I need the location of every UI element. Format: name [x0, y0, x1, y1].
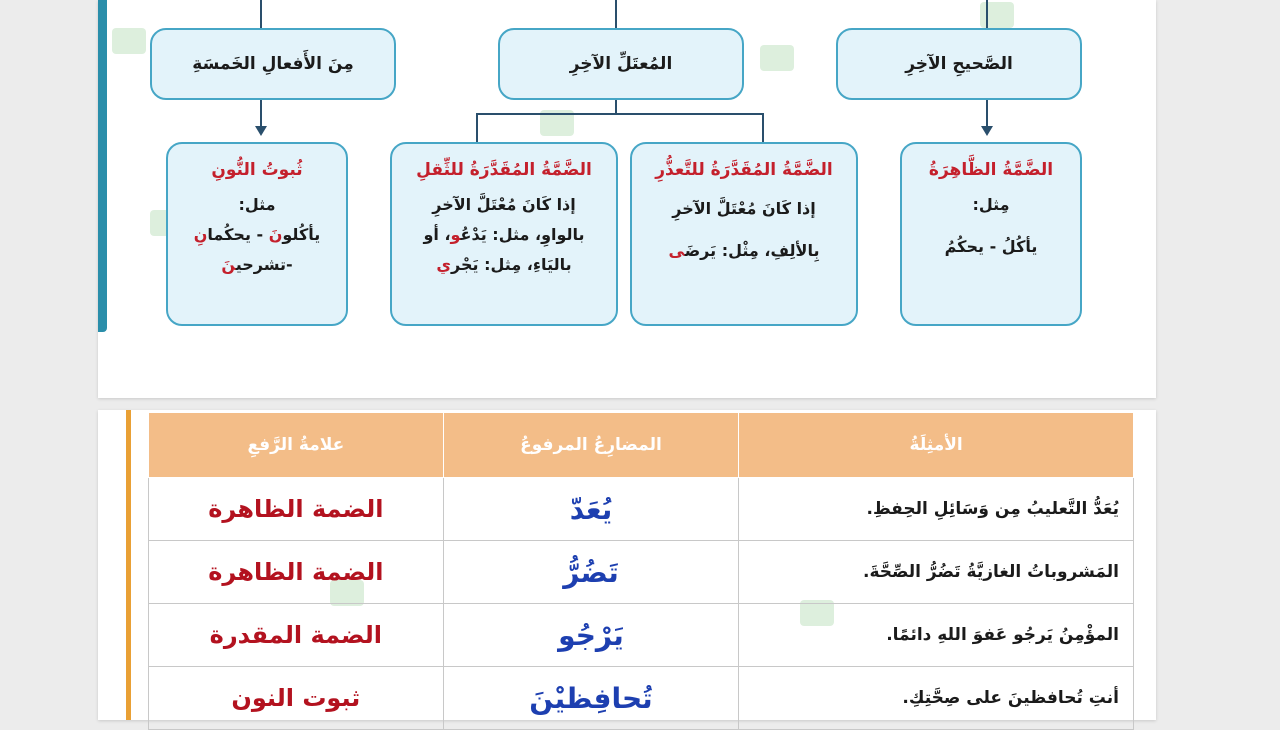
detail-text: مثل: [238, 195, 276, 214]
detail-title: الضَّمَّةُ المُقَدَّرَةُ للثِّقلِ [416, 160, 592, 180]
example-sentence: أنتِ تُحافظينَ على صِحَّتِكِ. [739, 667, 1134, 730]
detail-examples [168, 220, 346, 250]
detail-title: الضَّمَّةُ المُقَدَّرَةُ للتَّعذُّرِ [655, 160, 833, 180]
category-label: الصَّحيحِ الآخِرِ [905, 54, 1013, 74]
detail-text [392, 220, 616, 250]
detail-examples [902, 232, 1080, 262]
verb-cell: تَضُرُّ [443, 541, 739, 604]
example-word: يحكُما [207, 225, 251, 244]
highlight-letter: ي [436, 255, 452, 274]
category-label: المُعتَلِّ الآخِرِ [569, 54, 673, 74]
category-afal [150, 28, 396, 100]
detail-taazur [630, 142, 858, 326]
example-sentence: المؤْمِنُ يَرجُو عَفوَ اللهِ دائمًا. [739, 604, 1134, 667]
table-row [149, 604, 1134, 667]
detail-text [632, 236, 856, 266]
detail-text: مِثل: [972, 195, 1010, 214]
examples-table [148, 412, 1134, 730]
connector-line [986, 100, 988, 128]
connector-line [762, 113, 764, 143]
accent-bar [98, 0, 107, 332]
detail-thiql [390, 142, 618, 326]
category-mutal [498, 28, 744, 100]
example-word: -تشرحي [235, 255, 293, 274]
detail-text: إذا كَانَ مُعْتَلَّ الآخرِ [432, 195, 576, 214]
detail-zahira [900, 142, 1082, 326]
sign-cell: الضمة الظاهرة [149, 541, 444, 604]
separator: - [250, 225, 269, 244]
detail-examples [168, 250, 346, 280]
detail-text: إذا كَانَ مُعْتَلَّ الآخرِ [672, 199, 816, 218]
sign-cell: ثبوت النون [149, 667, 444, 730]
table-row [149, 667, 1134, 730]
watermark-icon [760, 45, 794, 71]
detail-title: ثُبوتُ النُّونِ [211, 160, 303, 180]
detail-title: الضَّمَّةُ الظَّاهِرَةُ [928, 160, 1054, 180]
highlight-letter: و [450, 225, 461, 244]
example-sentence: يُعَدُّ التَّعليبُ مِن وَسَائِلِ الحِفظِ. [739, 478, 1134, 541]
highlight-letter: نَ [221, 255, 236, 274]
category-sahih [836, 28, 1082, 100]
arrow-down-icon [981, 126, 993, 136]
connector-line [476, 113, 764, 115]
connector-line [986, 0, 988, 30]
example-sentence: المَشروباتُ الغازيَّةُ تَضُرُّ الصِّحَّةَ. [739, 541, 1134, 604]
sign-cell: الضمة المقدرة [149, 604, 444, 667]
connector-line [476, 113, 478, 143]
arrow-down-icon [255, 126, 267, 136]
verb-cell: يَرْجُو [443, 604, 739, 667]
table-header-row [149, 413, 1134, 478]
accent-bar [126, 410, 131, 720]
verb-cell: تُحافِظيْنَ [443, 667, 739, 730]
column-header: الأمثِلَةُ [739, 413, 1134, 478]
example-word: يأكُلو [282, 225, 321, 244]
detail-text-part: بِالألِفِ، مِثْل: يَرضَ [684, 241, 820, 260]
category-label: مِنَ الأَفعالِ الخَمسَةِ [192, 54, 354, 74]
watermark-icon [112, 28, 146, 54]
column-header: علامةُ الرَّفعِ [149, 413, 444, 478]
connector-line [260, 100, 262, 128]
separator: - [984, 237, 1002, 256]
table-row [149, 478, 1134, 541]
highlight-letter: نِ [193, 225, 208, 244]
detail-text [392, 250, 616, 280]
sign-cell: الضمة الظاهرة [149, 478, 444, 541]
detail-nun [166, 142, 348, 326]
connector-line [615, 0, 617, 30]
highlight-letter: نَ [268, 225, 283, 244]
highlight-letter: ى [668, 241, 685, 260]
table-row [149, 541, 1134, 604]
connector-line [260, 0, 262, 30]
connector-line [615, 100, 617, 114]
column-header: المضارِعُ المرفوعُ [443, 413, 739, 478]
detail-text-part: باليَاءِ، مِثل: يَجْر [451, 255, 572, 274]
detail-text-part: ، أو [423, 225, 451, 244]
example-word: يأكُلُ [1001, 237, 1038, 256]
example-word: يحكُمُ [944, 237, 984, 256]
verb-cell: يُعَدّ [443, 478, 739, 541]
detail-text-part: بالواوِ، مثل: يَدْعُ [460, 225, 585, 244]
